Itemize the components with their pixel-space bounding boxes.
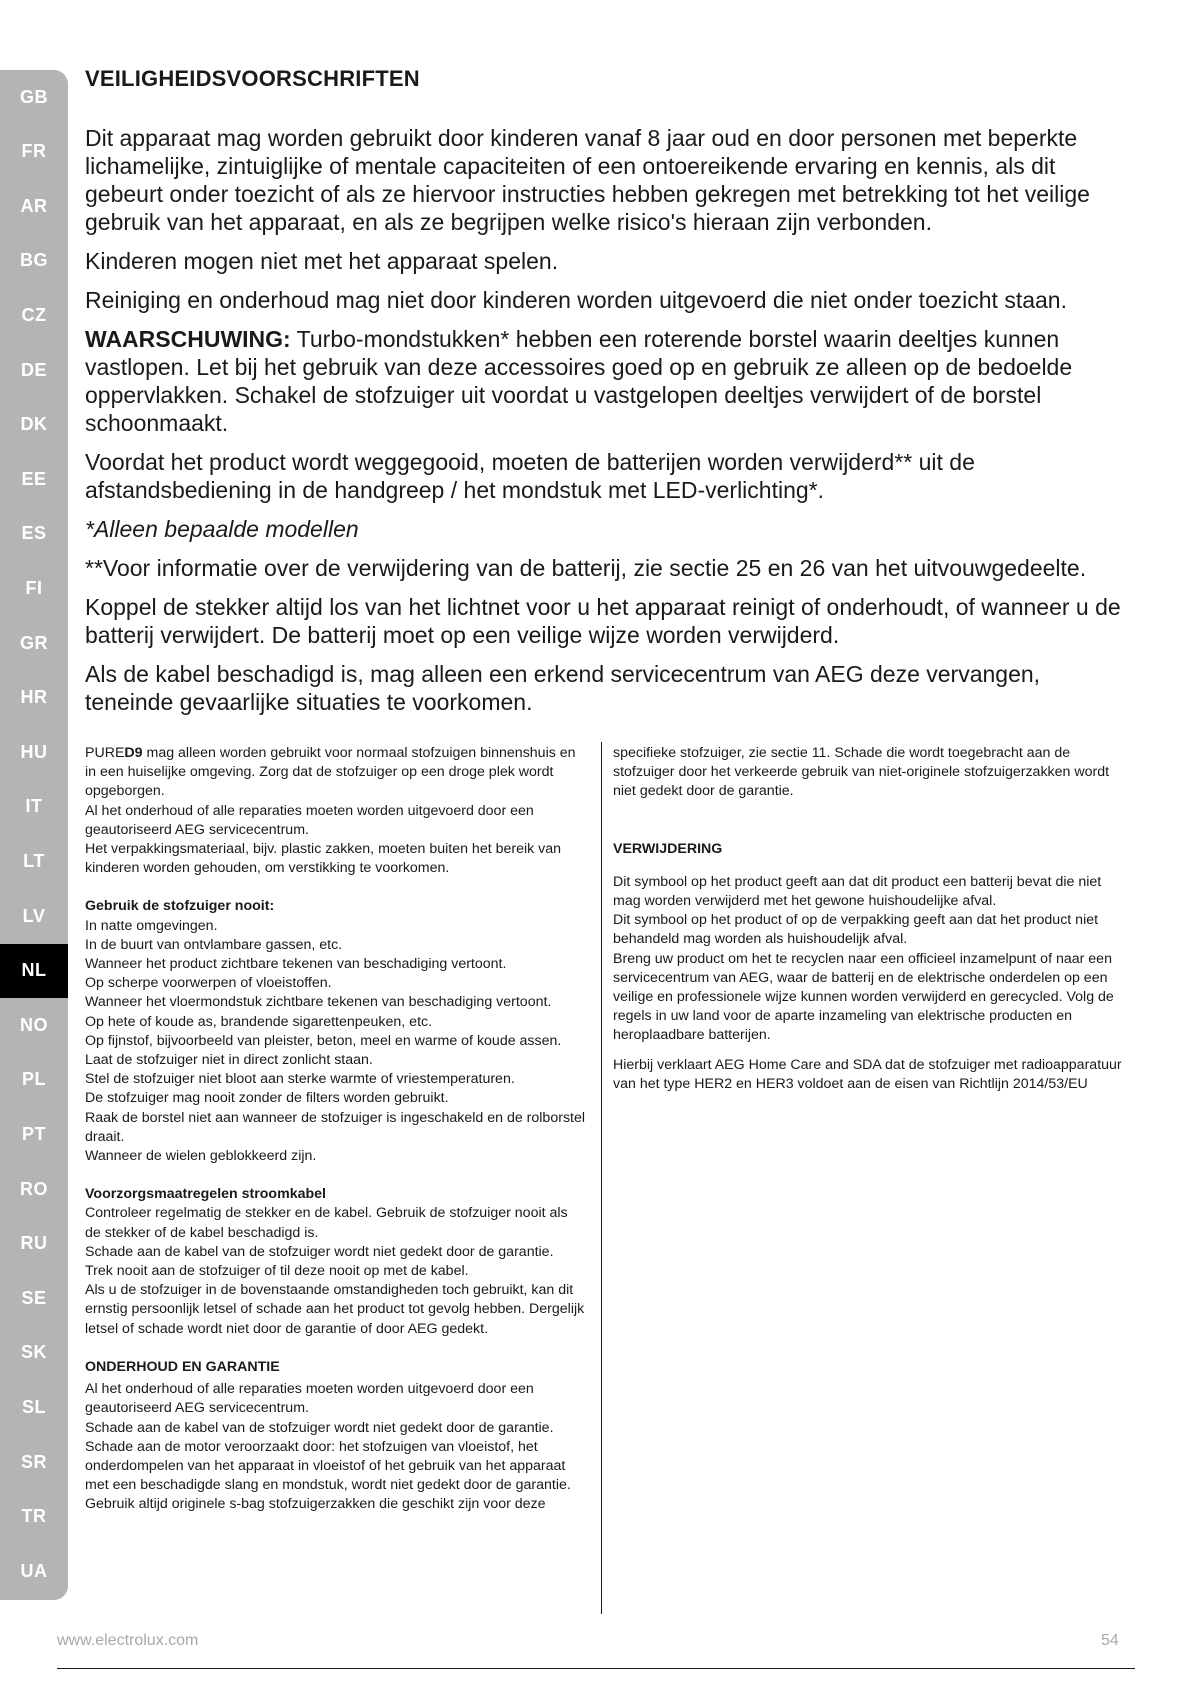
never-use-list [85, 917, 587, 1167]
language-tab-pl[interactable]: PL [21, 1069, 46, 1090]
never-use-item: Wanneer de wielen geblokkeerd zijn. [85, 1148, 317, 1165]
language-tab-nl[interactable]: NL [0, 944, 68, 998]
language-tab-no[interactable]: NO [20, 1014, 48, 1035]
never-use-item: Raak de borstel niet aan wanneer de stofzuiger is ingeschakeld en de rolborstel draait. [85, 1109, 586, 1145]
spacer [85, 878, 587, 897]
never-use-item: Laat de stofzuiger niet in direct zonlicht staan. [85, 1052, 373, 1069]
language-tab-pt[interactable]: PT [21, 1123, 46, 1144]
paragraph-children-use: Dit apparaat mag worden gebruikt door kinderen vanaf 8 jaar oud en door personen met beperkte lichamelijke, zintuiglijke of mentale capaciteiten of een ontoereikende ervaring en kennis, als dit gebeurt onder toezicht of als ze hiervoor instructies hebben gekregen met betrekking tot het veilige gebruik van het apparaat, en als ze begrijpen welke risico's hieraan zijn verbonden. [85, 125, 1090, 235]
declaration: Hierbij verklaart AEG Home Care and SDA dat de stofzuiger met radioapparatuur van het type HER2 en HER3 voldoet aan de eisen van Richtlijn 2014/53/EU [613, 1056, 1122, 1092]
language-tab-ee[interactable]: EE [21, 468, 47, 489]
paragraph-cable: Als de kabel beschadigd is, mag alleen een erkend servicecentrum van AEG deze vervangen, teneinde gevaarlijke situaties te voorkomen. [85, 661, 1041, 715]
cable-heading: Voorzorgsmaatregelen stroomkabel [85, 1186, 326, 1203]
maintenance-item: Schade aan de kabel van de stofzuiger wordt niet gedekt door de garantie. [85, 1419, 554, 1436]
never-use-item: Op fijnstof, bijvoorbeeld van pleister, beton, meel en warme of koude assen. [85, 1032, 562, 1049]
cable-item: Controleer regelmatig de stekker en de kabel. Gebruik de stofzuiger nooit als de stekker of de kabel beschadigd is. [85, 1205, 568, 1241]
safety-intro [85, 124, 1125, 727]
paragraph-batteries: Voordat het product wordt weggegooid, moeten de batterijen worden verwijderd** uit de afstandsbediening in de handgreep / het mondstuk met LED-verlichting*. [85, 449, 975, 503]
never-use-item: Op hete of koude as, brandende sigarettenpeuken, etc. [85, 1013, 433, 1030]
maintenance-list [85, 1380, 587, 1514]
language-tab-fi[interactable]: FI [25, 577, 43, 598]
language-tab-de[interactable]: DE [20, 359, 47, 380]
language-tab-ua[interactable]: UA [20, 1560, 48, 1581]
never-use-item: Wanneer het product zichtbare tekenen van beschadiging vertoont. [85, 956, 507, 973]
page-number: 54 [1101, 1632, 1119, 1649]
paragraph-battery-info: **Voor informatie over de verwijdering van de batterij, zie sectie 25 en 26 van het uitvouwgedeelte. [85, 555, 1087, 581]
disposal-item: Breng uw product om het te recyclen naar een officieel inzamelpunt of naar een servicecentrum van AEG, waar de batterij en de elektrische onderdelen op een veilige en professionele wijze kunnen worden verwijderd en gerecycled. Volg de regels in uw land voor de aparte inzameling van elektrische producten en heroplaadbare batterijen. [613, 950, 1114, 1044]
spacer [613, 802, 1123, 840]
right-column [613, 744, 1123, 1094]
cable-item: Als u de stofzuiger in de bovenstaande omstandigheden toch gebruikt, kan dit ernstig persoonlijk letsel of schade aan het product tot gevolg hebben. Dergelijk letsel of schade wordt niet door de garantie of door AEG gedekt. [85, 1282, 585, 1337]
paragraph-cleaning: Reiniging en onderhoud mag niet door kinderen worden uitgevoerd die niet onder toezicht staan. [85, 287, 1067, 313]
disposal-item: Dit symbool op het product geeft aan dat dit product een batterij bevat die niet mag worden verwijderd met het gewone huishoudelijke afval. [613, 873, 1102, 910]
maintenance-item: Schade aan de motor veroorzaakt door: het stofzuigen van vloeistof, het onderdompelen van het apparaat in vloeistof of het gebruik van het apparaat met een beschadigde slang en mondstuk, wordt niet gedekt door de garantie. [85, 1438, 571, 1494]
language-tab-ro[interactable]: RO [20, 1178, 48, 1199]
intro-packaging: Het verpakkingsmateriaal, bijv. plastic zakken, moeten buiten het bereik van kinderen worden gehouden, om verstikking te voorkomen. [85, 841, 562, 877]
language-tab-gb[interactable]: GB [20, 86, 48, 107]
spacer [85, 1166, 587, 1185]
never-use-item: De stofzuiger mag nooit zonder de filters worden gebruikt. [85, 1090, 449, 1107]
language-tab-se[interactable]: SE [21, 1287, 47, 1308]
language-tab-hu[interactable]: HU [20, 741, 48, 762]
paragraph-warning [85, 325, 1125, 437]
footer-rule [57, 1668, 1135, 1669]
language-tab-dk[interactable]: DK [20, 414, 48, 435]
disposal-item: Dit symbool op het product of op de verpakking geeft aan dat het product niet behandeld mag worden als huishoudelijk afval. [613, 912, 1099, 948]
never-use-heading: Gebruik de stofzuiger nooit: [85, 898, 275, 915]
warning-text: Turbo-mondstukken* hebben een roterende borstel waarin deeltjes kunnen vastlopen. Let bij het gebruik van deze accessoires goed op en gebruik ze alleen op de bedoelde oppervlakken. Schakel de stofzuiger uit voordat u vastgelopen deeltjes verwijdert of de borstel schoonmaakt. [85, 326, 1073, 436]
never-use-item: Wanneer het vloermondstuk zichtbare tekenen van beschadiging vertoont. [85, 994, 552, 1011]
language-tab-gr[interactable]: GR [20, 632, 48, 653]
language-tab-fr[interactable]: FR [21, 141, 47, 162]
never-use-item: Op scherpe voorwerpen of vloeistoffen. [85, 975, 332, 992]
language-tab-lt[interactable]: LT [23, 850, 45, 871]
intro-usage-text: mag alleen worden gebruikt voor normaal stofzuigen binnenshuis en in een huiselijke omgeving. Zorg dat de stofzuiger op een droge plek wordt opgeborgen. [85, 745, 576, 800]
language-tab-sk[interactable]: SK [20, 1342, 47, 1363]
cable-list [85, 1204, 587, 1338]
model-name: D9 [124, 745, 143, 761]
disposal-list [613, 873, 1123, 1046]
paragraph-children-play: Kinderen mogen niet met het apparaat spelen. [85, 248, 559, 274]
intro-usage [85, 744, 587, 802]
footer-url: www.electrolux.com [57, 1632, 199, 1649]
column-divider [601, 742, 602, 1614]
language-tab-ar[interactable]: AR [20, 195, 48, 216]
never-use-item: In natte omgevingen. [85, 917, 218, 934]
language-tab-sr[interactable]: SR [20, 1451, 47, 1472]
language-tab-lv[interactable]: LV [22, 905, 46, 926]
language-tab-ru[interactable]: RU [20, 1233, 48, 1254]
cable-item: Schade aan de kabel van de stofzuiger wordt niet gedekt door de garantie. [85, 1243, 554, 1260]
page-title: VEILIGHEIDSVOORSCHRIFTEN [85, 66, 420, 91]
language-tab-cz[interactable]: CZ [21, 304, 47, 325]
language-tab-hr[interactable]: HR [20, 687, 48, 708]
intro-maintenance: Al het onderhoud of alle reparaties moeten worden uitgevoerd door een geautoriseerd AEG servicecentrum. [85, 802, 534, 838]
language-tab-sl[interactable]: SL [21, 1396, 46, 1417]
brand-name: PURE [85, 745, 125, 761]
disposal-heading: VERWIJDERING [613, 840, 723, 857]
paragraph-models-note: *Alleen bepaalde modellen [85, 516, 359, 542]
cable-item: Trek nooit aan de stofzuiger of til deze nooit op met de kabel. [85, 1263, 469, 1280]
maintenance-item: Gebruik altijd originele s-bag stofzuigerzakken die geschikt zijn voor deze [85, 1496, 546, 1513]
never-use-item: In de buurt van ontvlambare gassen, etc. [85, 936, 343, 953]
left-column [85, 744, 587, 1515]
bag-continuation: specifieke stofzuiger, zie sectie 11. Schade die wordt toegebracht aan de stofzuiger door het verkeerde gebruik van niet-originele stofzuigerzakken wordt niet gedekt door de garantie. [613, 745, 1110, 800]
spacer [85, 1339, 587, 1358]
language-tab-it[interactable]: IT [25, 796, 43, 817]
language-tab-es[interactable]: ES [21, 523, 47, 544]
paragraph-unplug: Koppel de stekker altijd los van het lichtnet voor u het apparaat reinigt of onderhoudt, of wanneer u de batterij verwijdert. De batterij moet op een veilige wijze worden verwijderd. [85, 594, 1121, 648]
never-use-item: Stel de stofzuiger niet bloot aan sterke warmte of vriestemperaturen. [85, 1071, 515, 1088]
maintenance-heading: ONDERHOUD EN GARANTIE [85, 1358, 280, 1375]
maintenance-item: Al het onderhoud of alle reparaties moeten worden uitgevoerd door een geautoriseerd AEG servicecentrum. [85, 1381, 534, 1417]
language-tab-tr[interactable]: TR [21, 1506, 47, 1527]
warning-label: WAARSCHUWING: [85, 326, 291, 352]
language-tab-bg[interactable]: BG [20, 250, 48, 271]
spacer [613, 1046, 1123, 1056]
